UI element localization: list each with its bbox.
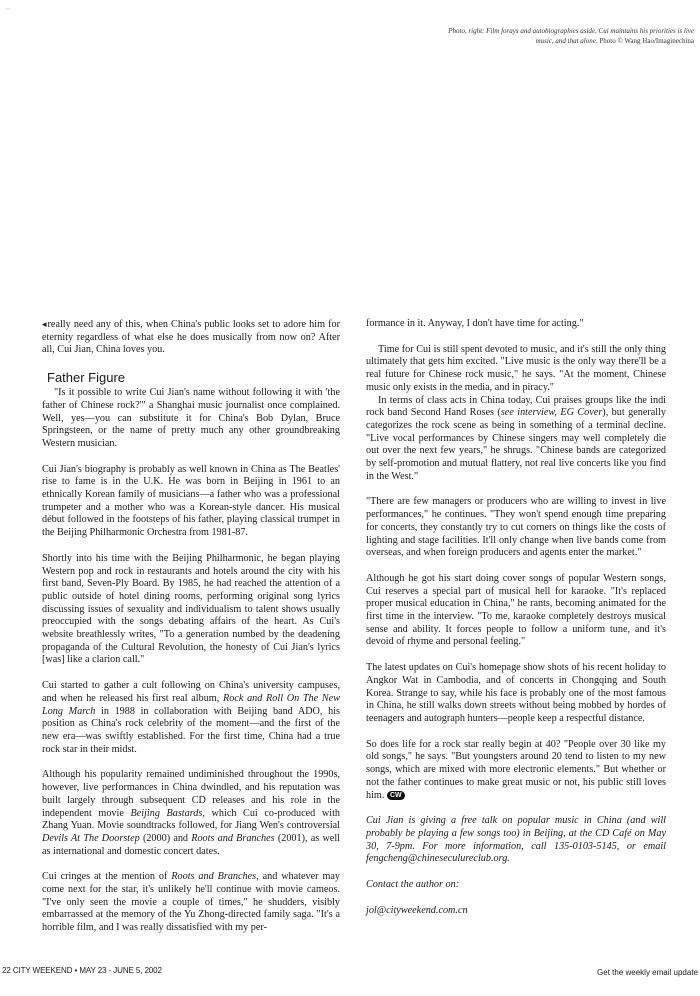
right-column [366, 318, 666, 930]
film-title-2: Roots and Branches [191, 832, 275, 844]
right-paragraph-6: So does life for a rock star really begin at 40? "People over 30 like my old songs," he says. "But youngsters around 20 tend to listen to my new songs, which are mixed with more electronic elements." But whether or not the father continues to make great music or not, his public still loves him. CW [366, 738, 666, 801]
email-update-promo: Get the weekly email update [597, 968, 698, 977]
right-paragraph-2: In terms of class acts in China today, Cui praises groups like the indi rock band Second Hand Roses (see interview, EG Cover), but generally categorizes the rock scene as being in something of a terminal decline. "Live vocal performances by Chinese singers may well completely die out over the next few years," he shrugs. "Chinese bands are categorized by self-promotion and mutual flattery, not real live concerts like you find in the West." [366, 394, 667, 482]
right-paragraph-3: "There are few managers or producers who are willing to invest in live performances," he continues. "They won't spend enough time preparing for concerts, they constantly try to cut corners on things like the costs of lighting and stage facilities. It'll only change when live bands come from overseas, and when foreign producers and agents enter the market." [366, 496, 666, 559]
film-title-3: Roots and Branches [171, 871, 257, 883]
film-title-1: Devils At The Doorstep [42, 832, 140, 844]
album-title: Rock and Roll On The New Long March [42, 692, 340, 717]
right-paragraph-0: formance in it. Anyway, I don't have time for acting." [366, 318, 584, 329]
right-paragraph-4: Although he got his start doing cover songs of popular Western songs, Cui reserves a special part of musical hell for karaoke. "It's replaced proper musical education in China," he rants, becoming animated for the first time in the interview. "To me, karaoke completely destroys musical sense and ability. It forces people to follow a uniform tune, and it's devoid of rhyme and personal feeling." [366, 572, 666, 648]
paragraph-5: Although his popularity remained undiminished throughout the 1990s, however, live performances in China dwindled, and his reputation was built largely through subsequent CD releases and his role in the independent movie Beijing Bastards, which Cui co-produced with Zhang Yuan. Movie soundtracks followed, for Jiang Wen's controversial Devils At The Doorstep (2000) and Roots and Branches (2001), as well as international and domestic concert dates. [42, 769, 340, 857]
paragraph-2: Cui Jian's biography is probably as well known in China as The Beatles' rise to fame is in the U.K. He was born in Beijing in 1961 to an ethnically Korean family of musicians—a father who was a professional trumpeter and a mother who was a Korean-style dancer. His musical début followed in the footsteps of his father, playing classical trumpet in the Beijing Philharmonic Orchestra from 1981-87. [42, 463, 340, 539]
paragraph-1: "Is it possible to write Cui Jian's name without following it with 'the father of Chinese rock?'" a Shanghai music journalist once complained. Well, yes—you can substitute it for China's Bob Dylan, Bruce Springsteen, or the name of pretty much any other groundbreaking Western musician. [42, 387, 340, 449]
subhead: Father Figure [47, 370, 126, 386]
caption-text: Photo, right: Film forays and autobiographies aside, Cui maintains his priorities is live music, and that alone. [448, 27, 694, 45]
paragraph-6: Cui cringes at the mention of Roots and Branches, and whatever may come next for the star, it's unlikely he'll continue with movie cameos. "I've only seen the movie a couple of times," he shudders, visibly embarrassed at the memory of the Yu Zhong-directed family saga. "It's a horrible film, and I was really dissatisfied with my per- [42, 871, 340, 934]
paragraph-3: Shortly into his time with the Beijing Philharmonic, he began playing Western pop and rock in restaurants and hotels around the city with his first band, Seven-Ply Board. By 1985, he had reached the attention of a public outside of hotel dining rooms, performing original song lyrics discussing issues of sexuality and individualism to talent shows usually preoccupied with the songs debating affairs of the heart. As Cui's website breathlessly writes, "To a generation numbed by the deadening propaganda of the Cultural Revolution, the honesty of Cui Jian's lyrics [was] like a clarion call." [42, 552, 340, 666]
continuation-arrow-icon: ◂ [42, 319, 47, 329]
page-footer-folio: 22 CITY WEEKEND • MAY 23 - JUNE 5, 2002 [2, 966, 162, 975]
interview-reference: see interview, EG Cover [500, 407, 603, 419]
continued-paragraph: ◂really need any of this, when China's public looks set to adore him for eternity regardless of what else he does musically from now on? After all, Cui Jian, China loves you. [42, 319, 340, 356]
contact-label: Contact the author on: [366, 879, 460, 891]
end-mark-badge: CW [387, 791, 405, 800]
paragraph-4: Cui started to gather a cult following on China's university campuses, and when he released his first real album, Rock and Roll On The New Long March in 1988 in collaboration with Beijing band ADO, his position as China's rock celebrity of the moment—and the first of the new era—was swiftly established. For the first time, China had a true rock star in their midst. [42, 680, 340, 755]
corner-registration-mark: ⌐ [6, 4, 11, 13]
left-column [42, 318, 340, 935]
photo-caption [432, 26, 694, 46]
photo-credit: Photo © Wang Hao/Imaginechina [599, 37, 694, 45]
right-paragraph-1: Time for Cui is still spent devoted to music, and it's still the only thing ultimately that gets him excited. "Live music is the only way there'll be a real future for Chinese rock music," he says. "At the moment, Chinese music only exists in the media, and in piracy." [366, 343, 666, 393]
movie-title: Beijing Bastards [130, 807, 203, 819]
event-promo: Cui Jian is giving a free talk on popular music in China (and will probably be playing a few songs too) in Beijing, at the CD Café on May 30, 7-9pm. For more information, call 135-0103-5145, or email fengcheng@chineseculureclub.org. [366, 815, 666, 865]
contact-email[interactable]: jol@cityweekend.com.cn [366, 904, 468, 916]
right-paragraph-5: The latest updates on Cui's homepage show shots of his recent holiday to Angkor Wat in Cambodia, and of concerts in Chongqing and South Korea. Strange to say, while his face is probably one of the most famous in China, he still walks down streets without being mobbed by hordes of teenagers and autograph hunters—people keep a respectful distance. [366, 662, 666, 724]
